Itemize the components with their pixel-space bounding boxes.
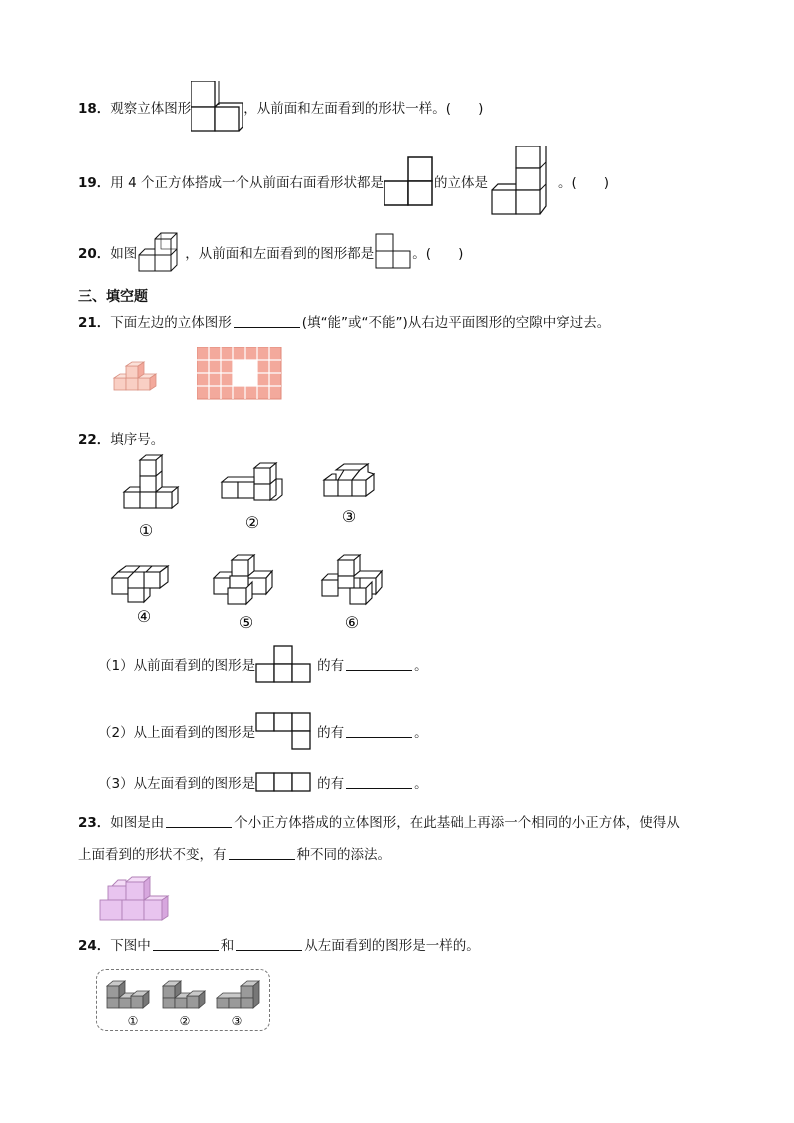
solid-figure-icon xyxy=(488,146,558,216)
figure-label: ③ xyxy=(341,507,357,526)
question-text: （3）从左面看到的图形是 xyxy=(98,776,256,792)
answer-blank[interactable] xyxy=(229,847,295,860)
question-text: 的有 xyxy=(317,658,345,674)
answer-blank[interactable] xyxy=(346,776,412,789)
question-text: 从左面看到的图形是一样的。 xyxy=(304,938,480,954)
question-text: 用 4 个正方体搭成一个从前面右面看形状都是 xyxy=(110,175,384,191)
question-text: 。 xyxy=(414,658,428,674)
solid-figure-icon xyxy=(191,81,243,133)
figure-label: ② xyxy=(244,513,260,532)
view-shape-icon xyxy=(384,156,434,206)
figure-label: ③ xyxy=(231,1014,243,1028)
cube-figure-6 xyxy=(320,554,386,636)
question-text: 个小正方体搭成的立体图形，在此基础上再添一个相同的小正方体，使得从 xyxy=(234,815,680,831)
question-text: （2）从上面看到的图形是 xyxy=(98,725,256,741)
question-text: 如图是由 xyxy=(110,815,165,831)
question-text: 如图 xyxy=(110,246,138,262)
question-text: ，从前面和左面看到的图形都是 xyxy=(185,246,375,262)
figure-label: ④ xyxy=(136,607,152,626)
question-text: 观察立体图形 xyxy=(110,101,192,117)
answer-blank[interactable] xyxy=(234,315,300,328)
gray-cube-figures xyxy=(97,970,269,1030)
question-text: 种不同的添法。 xyxy=(296,847,391,863)
question-number: 23． xyxy=(78,815,111,831)
question-21 xyxy=(78,311,610,331)
question-number: 18． xyxy=(78,101,111,117)
figure-label: ① xyxy=(127,1014,139,1028)
question-text: 上面看到的形状不变，有 xyxy=(78,847,227,863)
question-22-sub2 xyxy=(98,710,428,752)
figure-label: ① xyxy=(138,521,154,540)
question-text: ，从前面和左面看到的形状一样。( ) xyxy=(243,101,484,117)
answer-blank[interactable] xyxy=(236,938,302,951)
question-number: 20． xyxy=(78,246,111,262)
question-22 xyxy=(78,428,164,448)
question-text: 下图中 xyxy=(110,938,151,954)
cube-figure-3 xyxy=(322,462,382,532)
question-text: 填序号。 xyxy=(110,432,165,448)
answer-blank[interactable] xyxy=(153,938,219,951)
pink-solid-figure xyxy=(110,360,160,396)
top-view-shape-icon xyxy=(255,711,313,751)
answer-blank[interactable] xyxy=(346,658,412,671)
question-text: 和 xyxy=(220,938,235,954)
pink-grid-with-gap xyxy=(197,347,283,401)
question-text: (填“能”或“不能”)从右边平面图形的空隙中穿过去。 xyxy=(301,315,611,331)
question-number: 24． xyxy=(78,938,111,954)
cube-figure-5 xyxy=(212,554,284,636)
front-view-shape-icon xyxy=(255,644,313,684)
question-22-sub1 xyxy=(98,644,428,684)
figure-label: ⑥ xyxy=(344,613,360,632)
question-20 xyxy=(78,228,463,276)
cube-figure-1 xyxy=(120,452,186,542)
question-23-line2 xyxy=(78,843,391,863)
figure-label: ⑤ xyxy=(238,613,254,632)
question-19 xyxy=(78,146,609,216)
question-text: 。( ) xyxy=(557,175,610,191)
question-number: 22． xyxy=(78,432,111,448)
cube-figure-4 xyxy=(110,560,180,630)
question-text: 下面左边的立体图形 xyxy=(110,315,232,331)
purple-solid-figure xyxy=(98,876,174,924)
question-number: 21． xyxy=(78,315,111,331)
answer-blank[interactable] xyxy=(166,815,232,828)
question-number: 19． xyxy=(78,175,111,191)
solid-figure-icon xyxy=(137,229,185,275)
question-text: 。( ) xyxy=(412,246,464,262)
figure-group-box xyxy=(96,969,270,1031)
figure-label: ② xyxy=(179,1014,191,1028)
question-18 xyxy=(78,82,483,132)
question-text: （1）从前面看到的图形是 xyxy=(98,658,256,674)
question-22-sub3 xyxy=(98,770,428,794)
question-text: 的有 xyxy=(317,776,345,792)
question-23-line1 xyxy=(78,811,680,831)
question-24 xyxy=(78,934,480,954)
section-title: 三、填空题 xyxy=(78,289,148,305)
question-text: 的立体是 xyxy=(433,175,488,191)
left-view-shape-icon xyxy=(255,771,313,793)
question-text: 的有 xyxy=(317,725,345,741)
question-text: 。 xyxy=(414,725,428,741)
answer-blank[interactable] xyxy=(346,725,412,738)
cube-figure-2 xyxy=(220,462,290,532)
question-text: 。 xyxy=(414,776,428,792)
view-shape-icon xyxy=(374,232,412,272)
